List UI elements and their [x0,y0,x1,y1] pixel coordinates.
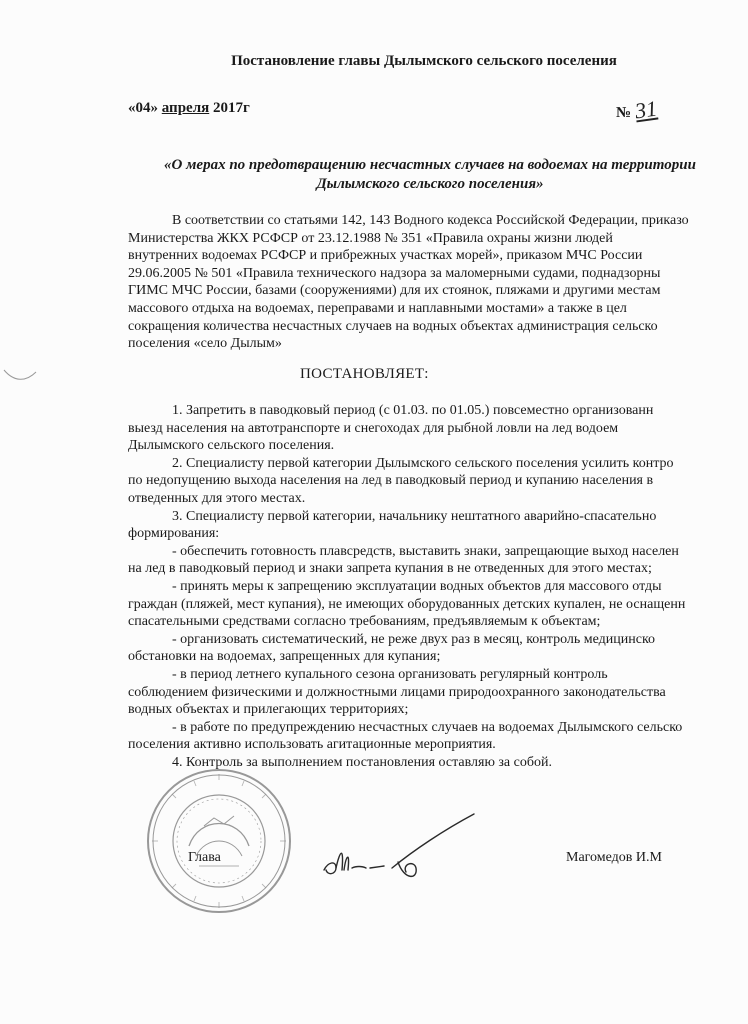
subject-line-1: «О мерах по предотвращению несчастных случаев на водоемах на территории [164,157,696,173]
body-line: водных объектах и прилегающих территориях; [128,702,409,718]
preamble-line: 29.06.2005 № 501 «Правила технического надзора за маломерными судами, поднадзорны [128,265,661,281]
body-line: - в работе по предупреждению несчастных случаев на водоемах Дылымского сельско [172,719,683,735]
scan-mark-icon [0,360,40,390]
preamble-line: Министерства ЖКХ РСФСР от 23.12.1988 № 351 «Правила охраны жизни людей [128,230,613,246]
body-line: соблюдением физическими и должностными лицами природоохранного законодательства [128,684,666,700]
body-line: на лед в паводковый период и знаки запрета купания в не отведенных для этого местах; [128,561,652,577]
body-line: - в период летнего купального сезона организовать регулярный контроль [172,666,608,682]
number-value: 31 [633,95,659,124]
document-header-title: Постановление главы Дылымского сельского поселения [231,53,617,69]
body-line: - принять меры к запрещению эксплуатации водных объектов для массового отды [172,578,662,594]
resolves-heading: ПОСТАНОВЛЯЕТ: [300,366,429,382]
body-line: спасательными средствами согласно требованиям, предъявляемым к объектам; [128,614,601,630]
body-line: 4. Контроль за выполнением постановления оставляю за собой. [172,754,552,770]
handwritten-signature-icon [314,810,484,890]
body-line: 1. Запретить в паводковый период (с 01.03. по 01.05.) повсеместно организованн [172,403,654,418]
preamble-line: внутренних водоемах РСФСР и прибрежных участках морей», приказом МЧС России [128,248,643,264]
preamble-line: сокращения количества несчастных случаев на водных объектах администрация сельско [128,318,658,334]
signer-title: Глава [188,850,221,865]
resolution-body [128,402,718,771]
signer-name: Магомедов И.М [566,850,662,865]
body-line: граждан (пляжей, мест купания), не имеющих оборудованных детских купален, не оснащенн [128,596,686,612]
body-line: поселения активно использовать агитационные мероприятия. [128,737,496,753]
date-year: 2017г [212,100,250,116]
preamble-paragraph [128,212,718,353]
date-day: «04» [128,100,158,116]
subject-line-2: Дылымского сельского поселения» [316,176,544,192]
preamble-line: В соответствии со статьями 142, 143 Водного кодекса Российской Федерации, приказо [172,213,689,228]
body-line: - обеспечить готовность плавсредств, выставить знаки, запрещающие выход населен [172,543,679,559]
preamble-line: поселения «село Дылым» [128,336,282,352]
document-subject [150,156,710,194]
body-line: 3. Специалисту первой категории, начальнику нештатного аварийно-спасательно [172,508,657,524]
body-line: Дылымского сельского поселения. [128,438,335,454]
preamble-line: ГИМС МЧС России, базами (сооружениями) для их стоянок, пляжами и другими местам [128,283,661,299]
body-line: по недопущению выхода населения на лед в паводковый период и купанию населения в [128,473,654,489]
body-line: - организовать систематический, не реже двух раз в месяц, контроль медицинско [172,631,656,647]
body-line: обстановки на водоемах, запрещенных для купания; [128,649,441,665]
body-line: 2. Специалисту первой категории Дылымского сельского поселения усилить контро [172,455,674,471]
body-line: отведенных для этого местах. [128,490,306,506]
number-label: № [616,105,632,121]
document-date [128,100,250,117]
document-number [616,97,657,123]
date-month: апреля [161,100,210,116]
body-line: формирования: [128,526,220,542]
preamble-line: массового отдыха на водоемах, переправами и наплавными мостами» а также в цел [128,300,627,316]
body-line: выезд населения на автотранспорте и снегоходах для рыбной ловли на лед водоем [128,420,619,436]
round-seal-icon [144,766,294,916]
